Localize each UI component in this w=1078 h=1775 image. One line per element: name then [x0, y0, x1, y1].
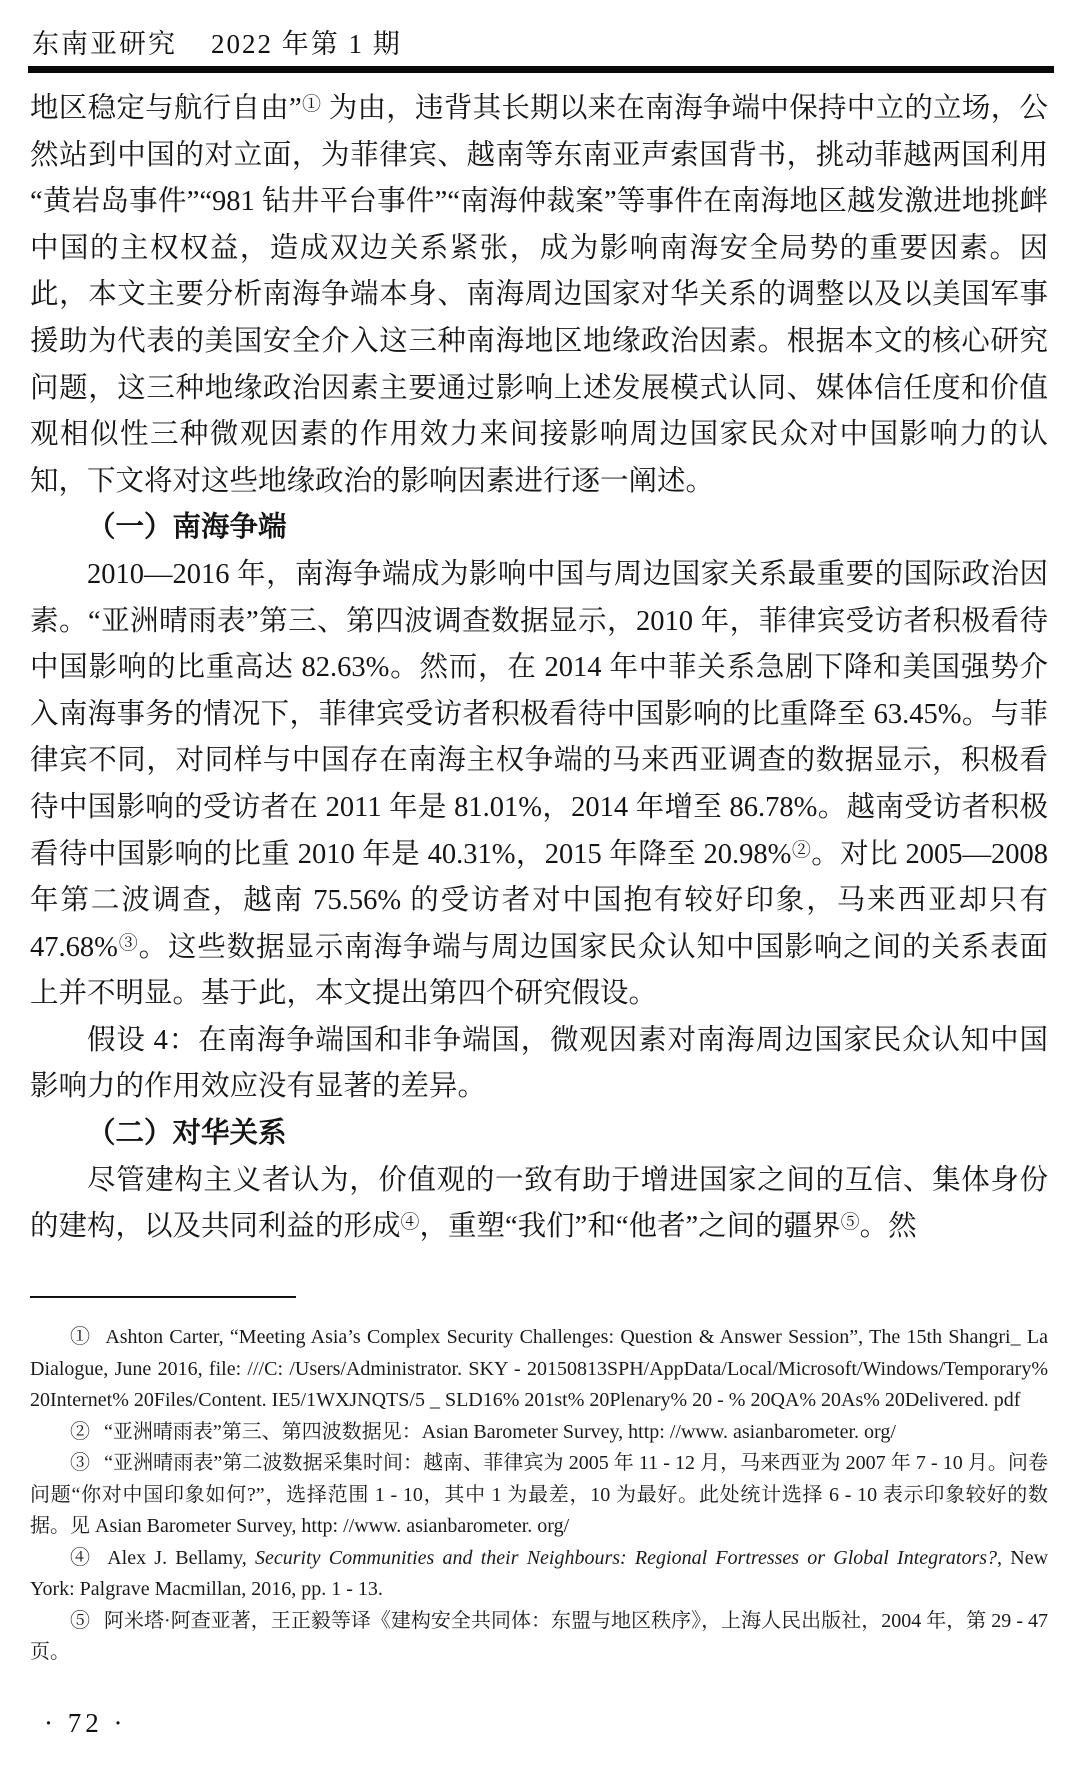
paragraph-hypothesis-4: 假设 4：在南海争端国和非争端国，微观因素对南海周边国家民众认知中国影响力的作用效应没有显著的差异。 — [30, 1024, 1048, 1103]
footnote-ref-1: ① — [301, 94, 322, 115]
footnote-3-text: “亚洲晴雨表”第二波数据采集时间：越南、菲律宾为 2005 年 11 - 12 月，马来西亚为 2007 年 7 - 10 月。问卷问题“你对中国印象如何?”，选择范围 1 - 10，其中 1 为最差，10 为最好。此处统计选择 6 - 10 表示印象较好的数据。见 Asian Barometer Survey, http: //www. asianbarometer. org/ — [30, 1452, 1048, 1537]
footnote-1 — [30, 1322, 1048, 1417]
footnote-2-text: “亚洲晴雨表”第三、第四波数据见：Asian Barometer Survey, http: //www. asianbarometer. org/ — [104, 1420, 896, 1443]
journal-title: 东南亚研究 — [32, 29, 177, 59]
footnote-4-text: , New York: Palgrave Macmillan, 2016, pp. 1 - 13. — [30, 1546, 1049, 1600]
footnote-2-marker: ② — [70, 1420, 90, 1443]
body-text-segment: 为由，违背其长期以来在南海争端中保持中立的立场，公然站到中国的对立面，为菲律宾、越南等东南亚声索国背书，挑动菲越两国利用“黄岩岛事件”“981 钻井平台事件”“南海仲裁案”等事件在南海地区越发激进地挑衅中国的主权权益，造成双边关系紧张，成为影响南海安全局势的重要因素。因此，本文主要分析南海争端本身、南海周边国家对华关系的调整以及以美国军事援助为代表的美国安全介入这三种南海地区地缘政治因素。根据本文的核心研究问题，这三种地缘政治因素主要通过影响上述发展模式认同、媒体信任度和价值观相似性三种微观因素的作用效力来间接影响周边国家民众对中国影响力的认知，下文将对这些地缘政治的影响因素进行逐一阐述。 — [30, 93, 1048, 497]
paragraph-survey-data — [30, 552, 1048, 1018]
footnote-5-text: 阿米塔·阿查亚著，王正毅等译《建构安全共同体：东盟与地区秩序》，上海人民出版社，2004 年，第 29 - 47 页。 — [30, 1609, 1048, 1663]
body-text-segment: 2010—2016 年，南海争端成为影响中国与周边国家关系最重要的国际政治因素。“亚洲晴雨表”第三、第四波调查数据显示，2010 年，菲律宾受访者积极看待中国影响的比重高达 82.63%。然而，在 2014 年中菲关系急剧下降和美国强势介入南海事务的情况下，菲律宾受访者积极看待中国影响的比重降至 63.45%。与菲律宾不同，对同样与中国存在南海主权争端的马来西亚调查的数据显示，积极看待中国影响的受访者在 2011 年是 81.01%，2014 年增至 86.78%。越南受访者积极看待中国影响的比重 2010 年是 40.31%，2015 年降至 20.98% — [30, 558, 1048, 870]
body-text-segment: 。然 — [859, 1211, 917, 1243]
footnote-1-text: Ashton Carter, “Meeting Asia’s Complex Security Challenges: Question & Answer Session”, The 15th Shangri_ La Dialogue, June 2016, file: ///C: /Users/Administrator. SKY - 20150813SPH/AppData/Local/Microsoft/Windows/Temporary% 20Internet% 20Files/Content. IE5/1WXJNQTS/5 _ SLD16% 201st% 20Plenary% 20 - % 20QA% 20As% 20Delivered. pdf — [30, 1326, 1049, 1411]
footnote-3-marker: ③ — [70, 1452, 91, 1474]
issue-label: 2022 年第 1 期 — [211, 29, 402, 59]
footnote-4 — [30, 1543, 1048, 1606]
page-number: · 72 · — [44, 1708, 127, 1738]
footnote-1-marker: ① — [70, 1326, 92, 1348]
section-heading-china-relations: （二）对华关系 — [87, 1118, 287, 1150]
body-text-segment: 尽管建构主义者认为，价值观的一致有助于增进国家之间的互信、集体身份的建构，以及共同利益的形成 — [30, 1164, 1048, 1243]
footnote-ref-3: ③ — [117, 932, 139, 954]
article-body — [30, 86, 1048, 1251]
body-text-segment: ，重塑“我们”和“他者”之间的疆界 — [419, 1211, 841, 1243]
body-text-segment: 。这些数据显示南海争端与周边国家民众认知中国影响之间的关系表面上并不明显。基于此，本文提出第四个研究假设。 — [30, 931, 1048, 1010]
body-text-segment: 。对比 2005—2008 年第二波调查，越南 75.56% 的受访者对中国抱有较好印象，马来西亚却只有 47.68% — [30, 838, 1048, 963]
paragraph-continuation — [30, 86, 1048, 505]
footnote-5-marker: ⑤ — [70, 1609, 91, 1632]
footnote-4-marker: ④ — [70, 1546, 94, 1569]
section-heading-south-china-sea: （一）南海争端 — [87, 512, 287, 544]
header-rule — [28, 66, 1054, 73]
paragraph-constructivism — [30, 1158, 1048, 1251]
footnote-ref-4: ④ — [400, 1212, 420, 1234]
footnote-3 — [30, 1448, 1048, 1543]
footnote-5 — [30, 1606, 1048, 1669]
footnote-4-book-title: Security Communities and their Neighbours: Regional Fortresses or Global Integrators? — [255, 1546, 998, 1569]
footnote-4-text: Alex J. Bellamy, — [107, 1546, 255, 1569]
footnotes-block — [30, 1322, 1048, 1669]
footnote-ref-5: ⑤ — [840, 1212, 860, 1234]
running-head — [32, 22, 402, 61]
footnote-ref-2: ② — [791, 839, 812, 861]
footnote-separator-rule — [30, 1296, 296, 1298]
footnote-2 — [30, 1417, 1048, 1449]
body-text-segment: 地区稳定与航行自由” — [30, 93, 302, 124]
